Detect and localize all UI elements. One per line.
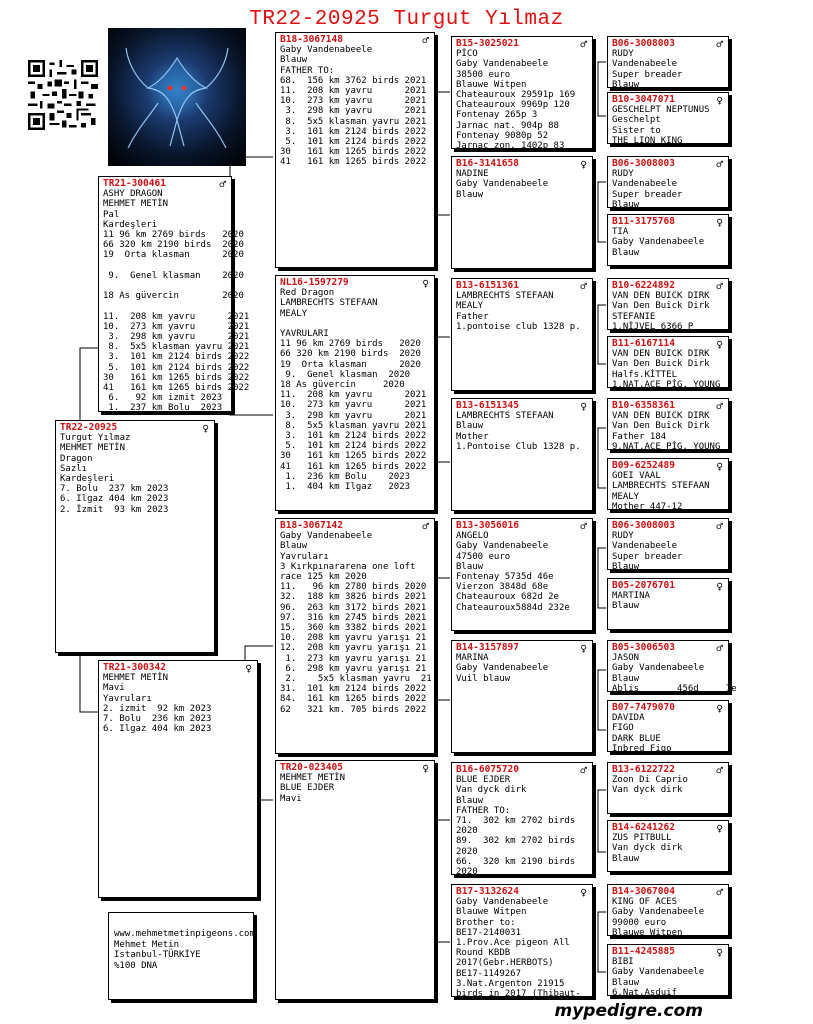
pigeon-card-ssd[interactable] (451, 156, 593, 269)
pigeon-details: Gaby Vandenabeele Blauwe Witpen Brother to: BE17-2140031 1.Prov.Ace pigeon All Round KBDB 2017(Gebr.HERBOTS) BE17-1149267 3.Nat.Argenton 21915 birds in 2017 (Thibaut- (456, 897, 581, 1000)
pigeon-card-dsd[interactable] (451, 640, 593, 753)
male-symbol-icon: ♂ (580, 520, 587, 533)
pigeon-card-g13[interactable] (607, 762, 729, 814)
ring-number[interactable]: TR22-20925 (60, 422, 118, 433)
ring-number[interactable]: B14-3157897 (456, 642, 519, 653)
pigeon-card-dss[interactable] (451, 518, 593, 631)
qr-code-icon[interactable] (28, 60, 98, 130)
pigeon-details: Turgut Yılmaz MEHMET METİN Dragon Sazlı Kardeşleri 7. Bolu 237 km 2023 6. Ilgaz 404 km 2023 2. İzmit 93 km 2023 (60, 433, 169, 515)
pigeon-details: KING OF ACES Gaby Vandenabeele 99000 euro Blauwe Witpen (612, 897, 705, 938)
female-symbol-icon: ♀ (716, 580, 723, 593)
ring-number[interactable]: B09-6252489 (612, 460, 675, 471)
pigeon-details: NADINE Gaby Vandenabeele Blauw (456, 169, 549, 200)
ring-number[interactable]: B18-3067148 (280, 34, 343, 45)
male-symbol-icon: ♂ (716, 886, 723, 899)
pigeon-card-g15[interactable] (607, 884, 729, 936)
pigeon-card-dds[interactable] (451, 762, 593, 878)
pigeon-details: BLUE EJDER Van dyck dirk Blauw FATHER TO: 71. 302 km 2702 birds 2020 89. 302 km 2702 birds 2020 66. 320 km 2190 birds 2020 (456, 775, 576, 878)
female-symbol-icon: ♀ (716, 216, 723, 229)
ring-number[interactable]: B13-6151345 (456, 400, 519, 411)
ring-number[interactable]: B05-3006503 (612, 642, 675, 653)
ring-number[interactable]: B13-3056016 (456, 520, 519, 531)
pigeon-card-sd[interactable] (275, 275, 435, 511)
female-symbol-icon: ♀ (245, 662, 252, 675)
female-symbol-icon: ♀ (580, 158, 587, 171)
pigeon-card-sire[interactable] (98, 176, 250, 414)
female-symbol-icon: ♀ (422, 277, 429, 290)
pigeon-details: RUDY Vandenabeele Super breader Blauw (612, 169, 683, 210)
pigeon-card-g16[interactable] (607, 944, 729, 996)
female-symbol-icon: ♀ (716, 702, 723, 715)
pigeon-details: ASHY DRAGON MEHMET METİN Pal Kardeşleri 11 96 km 2769 birds 2020 66 320 km 2190 birds 2020 19 Orta klasman 2020 9. Genel klasman 2020 18 As güvercin 2020 11. 208 km yavru 2021 10. 273 km yavru 2021 3. 298 km yavru 2021 8. 5x5 klasman yavru 2021 3. 101 km 2124 birds 2022 5. 101 km 2124 birds 2022 30 161 km 1265 birds 2022 41 161 km 1265 birds 2022 6. 92 km izmit 2023 1. 237 km Bolu 2023 (103, 189, 250, 414)
male-symbol-icon: ♂ (716, 764, 723, 777)
pigeon-details: JASON Gaby Vandenabeele Blauw Ablis 456d 7e (612, 653, 737, 694)
male-symbol-icon: ♂ (422, 520, 429, 533)
pigeon-card-sss[interactable] (451, 36, 593, 152)
ring-number[interactable]: B13-6122722 (612, 764, 675, 775)
male-symbol-icon: ♂ (716, 38, 723, 51)
ring-number[interactable]: B06-3008003 (612, 38, 675, 49)
pigeon-card-g12[interactable] (607, 700, 729, 752)
pigeon-details: VAN DEN BUICK DIRK Van Den Buick Dirk STEFANIE 1.NİJVEL 6366 P (612, 291, 710, 332)
pigeon-card-g4[interactable] (607, 214, 729, 266)
pigeon-card-g7[interactable] (607, 398, 729, 450)
pigeon-card-dd[interactable] (275, 760, 435, 1000)
ring-number[interactable]: B15-3025021 (456, 38, 519, 49)
ring-number[interactable]: B10-6358361 (612, 400, 675, 411)
pigeon-details: PİCO Gaby Vandenabeele 38500 euro Blauwe Witpen Chateauroux 29591p 169 Chateauroux 9969p 120 Fontenay 265p 3 Jarnac nat. 904p 88 Fontenay 9080p 52 Jarnac zon. 1402p 83 (456, 49, 576, 152)
breeder-location: Istanbul-TÜRKİYE (114, 950, 201, 960)
male-symbol-icon: ♂ (580, 764, 587, 777)
pigeon-details: ANGELO Gaby Vandenabeele 47500 euro Blauw Fontenay 5735d 46e Vierzon 3848d 68e Chateauroux 682d 2e Chateauroux5884d 232e (456, 531, 570, 613)
pigeon-card-g5[interactable] (607, 278, 729, 330)
pigeon-card-g8[interactable] (607, 458, 729, 510)
pigeon-card-g3[interactable] (607, 156, 729, 208)
ring-number[interactable]: B11-4245885 (612, 946, 675, 957)
pigeon-details: VAN DEN BUICK DIRK Van Den Buick Dirk Father 184 9.NAT.ACE PİG. YOUNG (612, 411, 721, 452)
pigeon-card-g11[interactable] (607, 640, 737, 694)
pigeon-card-g9[interactable] (607, 518, 729, 570)
male-symbol-icon: ♂ (580, 280, 587, 293)
ring-number[interactable]: TR20-023405 (280, 762, 343, 773)
ring-number[interactable]: NL16-1597279 (280, 277, 349, 288)
male-symbol-icon: ♂ (219, 178, 226, 191)
female-symbol-icon: ♀ (580, 886, 587, 899)
pigeon-card-ds[interactable] (275, 518, 435, 754)
ring-number[interactable]: B18-3067142 (280, 520, 343, 531)
pigeon-details: MEHMET METİN BLUE EJDER Mavi (280, 773, 346, 804)
female-symbol-icon: ♀ (716, 338, 723, 351)
pigeon-details: DAVIDA FIGO DARK BLUE Inbred Figo (612, 713, 672, 754)
ring-number[interactable]: B14-3067004 (612, 886, 675, 897)
pigeon-details: GESCHELPT NEPTUNUS Geschelpt Sister to THE LION KING (612, 105, 710, 146)
ring-number[interactable]: B14-6241262 (612, 822, 675, 833)
pigeon-card-g10[interactable] (607, 578, 729, 630)
ring-number[interactable]: B16-6075720 (456, 764, 519, 775)
breeder-website[interactable]: www.mehmetmetinpigeons.com (114, 929, 255, 939)
ring-number[interactable]: TR21-300342 (103, 662, 166, 673)
male-symbol-icon: ♂ (422, 34, 429, 47)
ring-number[interactable]: B13-6151361 (456, 280, 519, 291)
pigeon-details: LAMBRECHTS STEFAAN MEALY Father 1.pontoise club 1328 p. (456, 291, 581, 332)
watermark-logo[interactable]: mypedigre.com (554, 1001, 703, 1021)
pigeon-card-g1[interactable] (607, 36, 729, 88)
pigeon-details: MARTINA Blauw (612, 591, 650, 612)
female-symbol-icon: ♀ (580, 642, 587, 655)
female-symbol-icon: ♀ (580, 400, 587, 413)
female-symbol-icon: ♀ (716, 460, 723, 473)
dna-note: %100 DNA (114, 960, 158, 971)
pigeon-card-g14[interactable] (607, 820, 729, 872)
ring-number[interactable]: B16-3141658 (456, 158, 519, 169)
pigeon-details: Zoon Di Caprio Van dyck dirk (612, 775, 688, 796)
pigeon-card-sdd[interactable] (451, 398, 593, 511)
male-symbol-icon: ♂ (716, 520, 723, 533)
dragon-pigeon-photo (108, 28, 246, 166)
page-title: TR22-20925 Turgut Yılmaz (249, 8, 564, 31)
breeder-name: Mehmet Metin (114, 939, 180, 950)
pigeon-details: GOEI VAAL LAMBRECHTS STEFAAN MEALY Mother 447-12 (612, 471, 710, 512)
ring-number[interactable]: B07-7479070 (612, 702, 675, 713)
pigeon-details: RUDY Vandenabeele Super breader Blauw (612, 49, 683, 90)
male-symbol-icon: ♂ (716, 280, 723, 293)
pigeon-card-ss[interactable] (275, 32, 435, 268)
ring-number[interactable]: B11-3175768 (612, 216, 675, 227)
breeder-contact-box (108, 912, 254, 1000)
ring-number[interactable]: B10-3047071 (612, 94, 675, 105)
pigeon-details: RUDY Vandenabeele Super breader Blauw (612, 531, 683, 572)
female-symbol-icon: ♀ (202, 422, 209, 435)
pigeon-card-ddd[interactable] (451, 884, 593, 1000)
pigeon-details: Red Dragon LAMBRECHTS STEFAAN MEALY YAVRULARI 11 96 km 2769 birds 2020 66 320 km 2190 birds 2020 19 Orta klasman 2020 9. Genel klasman 2020 18 As güvercin 2020 11. 208 km yavru 2021 10. 273 km yavru 2021 3. 298 km yavru 2021 8. 5x5 klasman yavru 2021 3. 101 km 2124 birds 2022 5. 101 km 2124 birds 2022 30 161 km 1265 birds 2022 41 161 km 1265 birds 2022 1. 236 km Bolu 2023 1. 404 km Ilgaz 2023 (280, 288, 427, 493)
pigeon-card-subject[interactable] (55, 420, 215, 653)
ring-number[interactable]: TR21-300461 (103, 178, 166, 189)
pigeon-details: LAMBRECHTS STEFAAN Blauw Mother 1.Pontoise Club 1328 p. (456, 411, 581, 452)
pigeon-card-sds[interactable] (451, 278, 593, 391)
pigeon-details: MEHMET METİN Mavi Yavruları 2. izmit 92 km 2023 7. Bolu 236 km 2023 6. Ilgaz 404 km 2023 (103, 673, 212, 735)
pigeon-details: Gaby Vandenabeele Blauw Yavruları 3 Kırkpınararena one loft race 125 km 2020 11. 96 km 2780 birds 2020 32. 188 km 3826 birds 2021 96. 263 km 3172 birds 2021 97. 316 km 2745 birds 2021 15. 360 km 3382 birds 2021 10. 208 km yavru yarışı 21 12. 208 km yavru yarışı 21 1. 273 km yavru yarışı 21 6. 298 km yavru yarışı 21 2. 5x5 klasman yavru 21 31. 101 km 2124 birds 2022 84. 161 km 1265 birds 2022 62 321 km. 705 birds 2022 (280, 531, 432, 715)
pigeon-details: TIA Gaby Vandenabeele Blauw (612, 227, 705, 258)
female-symbol-icon: ♀ (716, 822, 723, 835)
pigeon-details: ZUS PITBULL Van dyck dirk Blauw (612, 833, 683, 864)
male-symbol-icon: ♂ (580, 38, 587, 51)
ring-number[interactable]: B10-6224892 (612, 280, 675, 291)
ring-number[interactable]: B06-3008003 (612, 520, 675, 531)
pigeon-details: MARINA Gaby Vandenabeele Vuil blauw (456, 653, 549, 684)
pigeon-card-g2[interactable] (607, 92, 729, 144)
ring-number[interactable]: B17-3132624 (456, 886, 519, 897)
female-symbol-icon: ♀ (716, 94, 723, 107)
pigeon-card-g6[interactable] (607, 336, 729, 388)
female-symbol-icon: ♀ (422, 762, 429, 775)
ring-number[interactable]: B06-3008003 (612, 158, 675, 169)
pigeon-card-dam[interactable] (98, 660, 258, 898)
female-symbol-icon: ♀ (716, 946, 723, 959)
pigeon-details: BIBI Gaby Vandenabeele Blauw 6.Nat.Asduif (612, 957, 705, 998)
pigeon-details: Gaby Vandenabeele Blauw FATHER TO: 68. 156 km 3762 birds 2021 11. 208 km yavru 2021 10. 273 km yavru 2021 3. 298 km yavru 2021 8. 5x5 klasman yavru 2021 3. 101 km 2124 birds 2022 5. 101 km 2124 birds 2022 30 161 km 1265 birds 2022 41 161 km 1265 birds 2022 (280, 45, 427, 168)
male-symbol-icon: ♂ (716, 642, 723, 655)
male-symbol-icon: ♂ (716, 400, 723, 413)
ring-number[interactable]: B11-6167114 (612, 338, 675, 349)
pigeon-details: VAN DEN BUICK DIRK Van Den Buick Dirk Halfs.KİTTEL 1.NAT.ACE PİG. YOUNG (612, 349, 721, 390)
ring-number[interactable]: B05-2076701 (612, 580, 675, 591)
male-symbol-icon: ♂ (716, 158, 723, 171)
